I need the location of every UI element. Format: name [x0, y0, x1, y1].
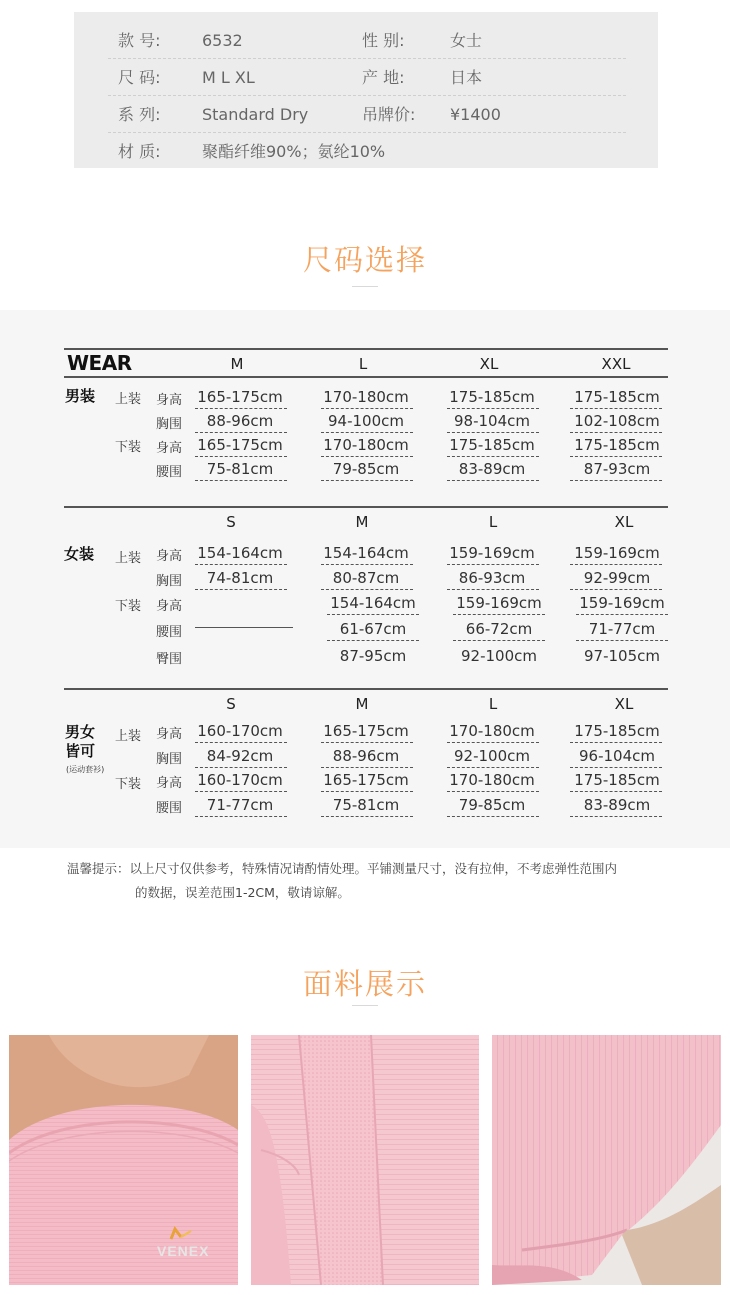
dashed-underline [195, 564, 287, 565]
tip-line-1: 温馨提示：以上尺寸仅供参考，特殊情况请酌情处理。平铺测量尺寸，没有拉伸，不考虑弹性范围内 [67, 861, 618, 876]
measure-label: 身高 [156, 599, 183, 614]
size-value: 159-169cm [449, 544, 535, 562]
spec-value: Standard Dry [202, 105, 309, 124]
size-value: 79-85cm [332, 460, 400, 478]
spec-value: 日本 [450, 68, 483, 87]
size-section-title: 尺码选择 [302, 243, 427, 277]
size-value: 92-100cm [454, 747, 530, 765]
size-value: 75-81cm [332, 796, 400, 814]
spec-row [108, 22, 626, 59]
size-value: 160-170cm [197, 771, 283, 789]
unisex-category-line2: 皆可 [65, 742, 96, 760]
size-header-xxl: XXL [601, 355, 631, 373]
size-header-m: M [355, 513, 369, 531]
dashed-underline [447, 767, 539, 768]
size-chart [0, 310, 730, 848]
size-header-s: S [226, 513, 236, 531]
dashed-underline [321, 432, 413, 433]
women-category: 女装 [64, 545, 95, 563]
dashed-underline [570, 408, 662, 409]
size-value: 165-175cm [197, 436, 283, 454]
measure-label: 身高 [156, 549, 183, 564]
unisex-category-line1: 男女 [65, 723, 96, 741]
size-header-xl: XL [479, 355, 499, 373]
spec-row [108, 59, 626, 96]
block-divider [64, 506, 668, 508]
dashed-underline [570, 456, 662, 457]
spec-value: M L XL [202, 68, 255, 87]
dashed-underline [195, 742, 287, 743]
size-value: 74-81cm [206, 569, 274, 587]
size-header-l: L [488, 513, 498, 531]
dashed-underline [321, 742, 413, 743]
dashed-underline [195, 767, 287, 768]
men-top-label: 上装 [115, 392, 142, 407]
dashed-underline [195, 408, 287, 409]
size-value: 154-164cm [330, 594, 416, 612]
dashed-underline [570, 742, 662, 743]
size-value: 160-170cm [197, 722, 283, 740]
size-value: 92-100cm [461, 647, 537, 665]
unisex-category-note: (运动套衫) [66, 765, 105, 774]
size-value: 98-104cm [454, 412, 530, 430]
size-value: 159-169cm [456, 594, 542, 612]
size-value: 175-185cm [574, 722, 660, 740]
tip-line-2: 的数据，误差范围1-2CM，敬请谅解。 [135, 885, 350, 900]
dashed-underline [195, 432, 287, 433]
size-value: 170-180cm [449, 771, 535, 789]
dashed-underline [321, 589, 413, 590]
measure-label: 身高 [156, 776, 183, 791]
size-value: 61-67cm [339, 620, 407, 638]
spec-value: 6532 [202, 31, 243, 50]
dashed-underline [321, 408, 413, 409]
measure-label: 身高 [156, 441, 183, 456]
dashed-underline [576, 614, 668, 615]
measure-label: 臀围 [156, 652, 183, 667]
size-header-xl: XL [614, 513, 634, 531]
dashed-underline [447, 791, 539, 792]
title-underline [352, 1005, 378, 1006]
spec-row [108, 96, 626, 133]
size-header-xl: XL [614, 695, 634, 713]
dashed-underline [321, 767, 413, 768]
spec-label: 产 地: [362, 68, 405, 87]
dashed-underline [453, 640, 545, 641]
dashed-underline [570, 564, 662, 565]
size-value: 154-164cm [197, 544, 283, 562]
fabric-photo-pant-hem [492, 1035, 721, 1285]
fabric-photo-sleeve [251, 1035, 479, 1285]
size-value: 165-175cm [197, 388, 283, 406]
size-value: 88-96cm [206, 412, 274, 430]
dashed-underline [570, 480, 662, 481]
size-header-m: M [230, 355, 244, 373]
size-value: 165-175cm [323, 771, 409, 789]
dashed-underline [447, 742, 539, 743]
size-value: 79-85cm [458, 796, 526, 814]
size-value: 175-185cm [574, 771, 660, 789]
size-value: 96-104cm [579, 747, 655, 765]
spec-value: 女士 [450, 31, 483, 50]
size-header-l: L [488, 695, 498, 713]
measure-label: 腰围 [156, 801, 183, 816]
spec-row [108, 133, 626, 170]
dashed-underline [576, 640, 668, 641]
men-category: 男装 [65, 387, 96, 405]
size-value: 154-164cm [323, 544, 409, 562]
size-value: 175-185cm [574, 436, 660, 454]
measure-label: 腰围 [156, 625, 183, 640]
dashed-underline [570, 432, 662, 433]
empty-cell-line [195, 627, 293, 628]
title-underline [352, 286, 378, 287]
spec-label: 性 别: [362, 31, 405, 50]
men-bottom-label: 下装 [115, 440, 142, 455]
women-bottom-label: 下装 [115, 599, 142, 614]
dashed-underline [327, 614, 419, 615]
unisex-bottom-label: 下装 [115, 777, 142, 792]
fabric-photo-neckline [9, 1035, 238, 1285]
size-value: 165-175cm [323, 722, 409, 740]
size-value: 159-169cm [579, 594, 665, 612]
measure-label: 身高 [156, 393, 183, 408]
block-divider [64, 688, 668, 690]
size-value: 94-100cm [328, 412, 404, 430]
size-value: 97-105cm [584, 647, 660, 665]
size-value: 170-180cm [323, 388, 409, 406]
dashed-underline [447, 432, 539, 433]
size-value: 83-89cm [458, 460, 526, 478]
dashed-underline [447, 564, 539, 565]
size-value: 71-77cm [588, 620, 656, 638]
size-header-m: M [355, 695, 369, 713]
size-value: 92-99cm [583, 569, 651, 587]
size-value: 88-96cm [332, 747, 400, 765]
wear-label: WEAR [67, 351, 132, 375]
dashed-underline [195, 791, 287, 792]
spec-value: ¥1400 [450, 105, 501, 124]
dashed-underline [327, 640, 419, 641]
block-divider [64, 348, 668, 350]
dashed-underline [453, 614, 545, 615]
dashed-underline [321, 816, 413, 817]
dashed-underline [195, 480, 287, 481]
size-value: 159-169cm [574, 544, 660, 562]
size-value: 87-95cm [339, 647, 407, 665]
spec-label: 材 质: [118, 142, 161, 161]
dashed-underline [570, 589, 662, 590]
size-value: 83-89cm [583, 796, 651, 814]
size-value: 170-180cm [323, 436, 409, 454]
venex-logo-text: VENEX [157, 1243, 210, 1259]
spec-label: 款 号: [118, 31, 161, 50]
dashed-underline [321, 456, 413, 457]
women-top-label: 上装 [115, 551, 142, 566]
size-value: 175-185cm [449, 436, 535, 454]
dashed-underline [195, 816, 287, 817]
spec-label: 吊牌价: [362, 105, 416, 124]
fabric-section-title: 面料展示 [302, 967, 427, 1001]
dashed-underline [447, 816, 539, 817]
spec-table [74, 12, 658, 168]
size-value: 84-92cm [206, 747, 274, 765]
dashed-underline [321, 564, 413, 565]
unisex-top-label: 上装 [115, 729, 142, 744]
dashed-underline [447, 408, 539, 409]
dashed-underline [447, 480, 539, 481]
size-header-s: S [226, 695, 236, 713]
dashed-underline [570, 816, 662, 817]
dashed-underline [195, 589, 287, 590]
size-value: 175-185cm [449, 388, 535, 406]
measure-label: 身高 [156, 727, 183, 742]
dashed-underline [321, 480, 413, 481]
size-value: 170-180cm [449, 722, 535, 740]
size-value: 87-93cm [583, 460, 651, 478]
size-value: 80-87cm [332, 569, 400, 587]
measure-label: 胸围 [156, 752, 183, 767]
size-value: 102-108cm [574, 412, 660, 430]
dashed-underline [570, 791, 662, 792]
block-divider [64, 376, 668, 378]
size-value: 175-185cm [574, 388, 660, 406]
dashed-underline [195, 456, 287, 457]
measure-label: 腰围 [156, 465, 183, 480]
measure-label: 胸围 [156, 417, 183, 432]
size-value: 66-72cm [465, 620, 533, 638]
size-header-l: L [358, 355, 368, 373]
size-value: 71-77cm [206, 796, 274, 814]
dashed-underline [447, 589, 539, 590]
dashed-underline [570, 767, 662, 768]
spec-label: 尺 码: [118, 68, 161, 87]
measure-label: 胸围 [156, 574, 183, 589]
dashed-underline [321, 791, 413, 792]
spec-label: 系 列: [118, 105, 161, 124]
size-value: 86-93cm [458, 569, 526, 587]
size-value: 75-81cm [206, 460, 274, 478]
spec-value: 聚酯纤维90%；氨纶10% [202, 142, 386, 161]
dashed-underline [447, 456, 539, 457]
